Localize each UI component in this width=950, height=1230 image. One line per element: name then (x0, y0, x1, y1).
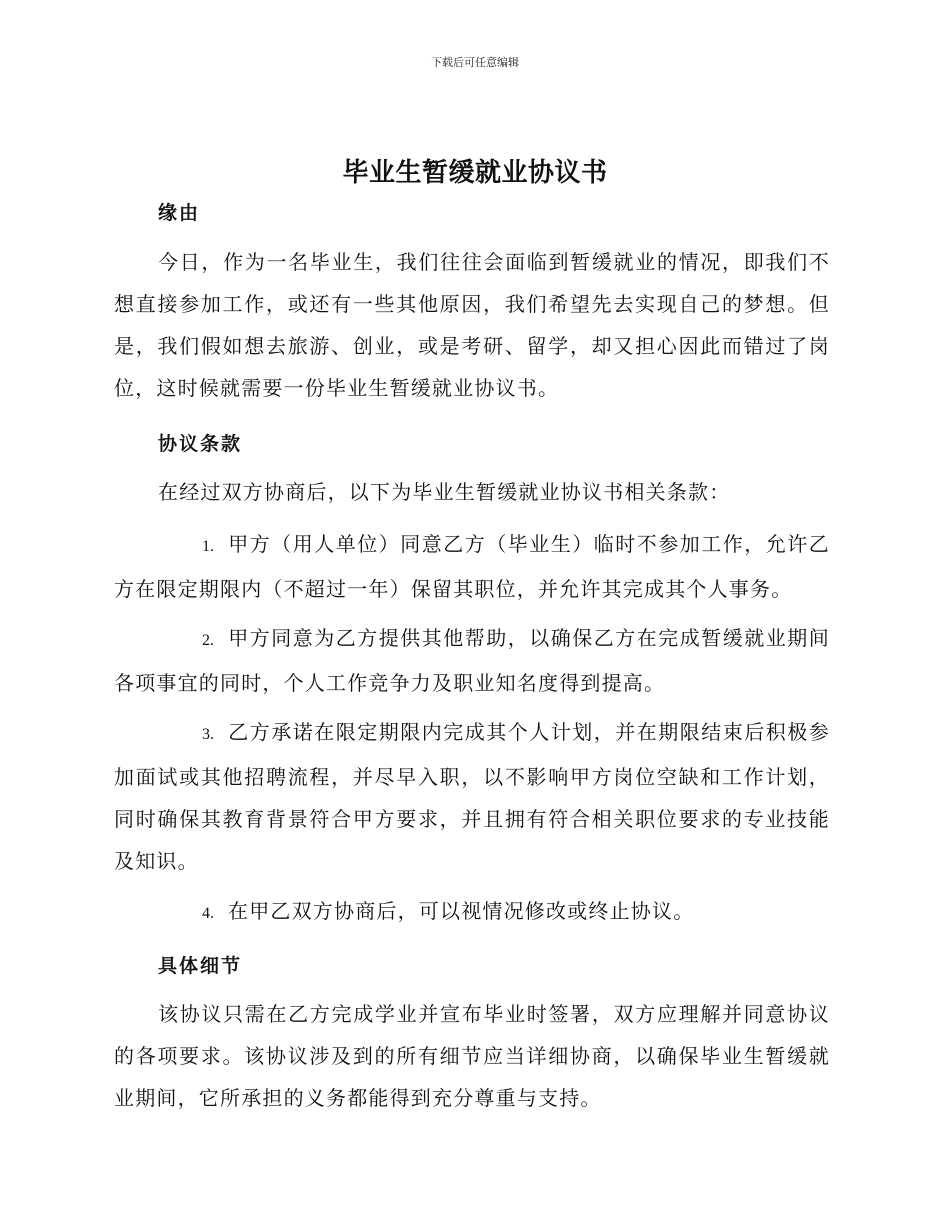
clause-item (114, 711, 830, 882)
paragraph-details: 该协议只需在乙方完成学业并宣布毕业时签署，双方应理解并同意协议的各项要求。该协议涉及到的所有细节应当详细协商，以确保毕业生暂缓就业期间，它所承担的义务都能得到充分尊重与支持。 (114, 1002, 830, 1110)
clause-number: 2. (202, 632, 214, 649)
clause-item (114, 523, 830, 610)
clause-number: 3. (202, 726, 214, 743)
header-note: 下载后可任意编辑 (431, 56, 519, 69)
clause-text: 在甲乙双方协商后，可以视情况修改或终止协议。 (228, 899, 695, 923)
clause-text: 甲方同意为乙方提供其他帮助，以确保乙方在完成暂缓就业期间各项事宜的同时，个人工作竞争力及职业知名度得到提高。 (114, 626, 830, 695)
paragraph-reason: 今日，作为一名毕业生，我们往往会面临到暂缓就业的情况，即我们不想直接参加工作，或还有一些其他原因，我们希望先去实现自己的梦想。但是，我们假如想去旅游、创业，或是考研、留学，却又担心因此而错过了岗位，这时候就需要一份毕业生暂缓就业协议书。 (114, 250, 830, 400)
document-title: 毕业生暂缓就业协议书 (342, 158, 608, 188)
section-heading-details: 具体细节 (158, 955, 243, 977)
paragraph-terms-intro: 在经过双方协商后，以下为毕业生暂缓就业协议书相关条款： (158, 480, 731, 504)
section-heading-terms: 协议条款 (158, 433, 243, 455)
clause-text: 甲方（用人单位）同意乙方（毕业生）临时不参加工作，允许乙方在限定期限内（不超过一年）保留其职位，并允许其完成其个人事务。 (114, 532, 830, 601)
clause-number: 1. (202, 538, 214, 555)
clause-item (114, 617, 830, 704)
clause-text: 乙方承诺在限定期限内完成其个人计划，并在期限结束后积极参加面试或其他招聘流程，并尽早入职，以不影响甲方岗位空缺和工作计划，同时确保其教育背景符合甲方要求，并且拥有符合相关职位要求的专业技能及知识。 (114, 720, 830, 873)
clause-item (114, 890, 830, 935)
clause-number: 4. (202, 905, 214, 922)
section-heading-reason: 缘由 (158, 202, 201, 224)
